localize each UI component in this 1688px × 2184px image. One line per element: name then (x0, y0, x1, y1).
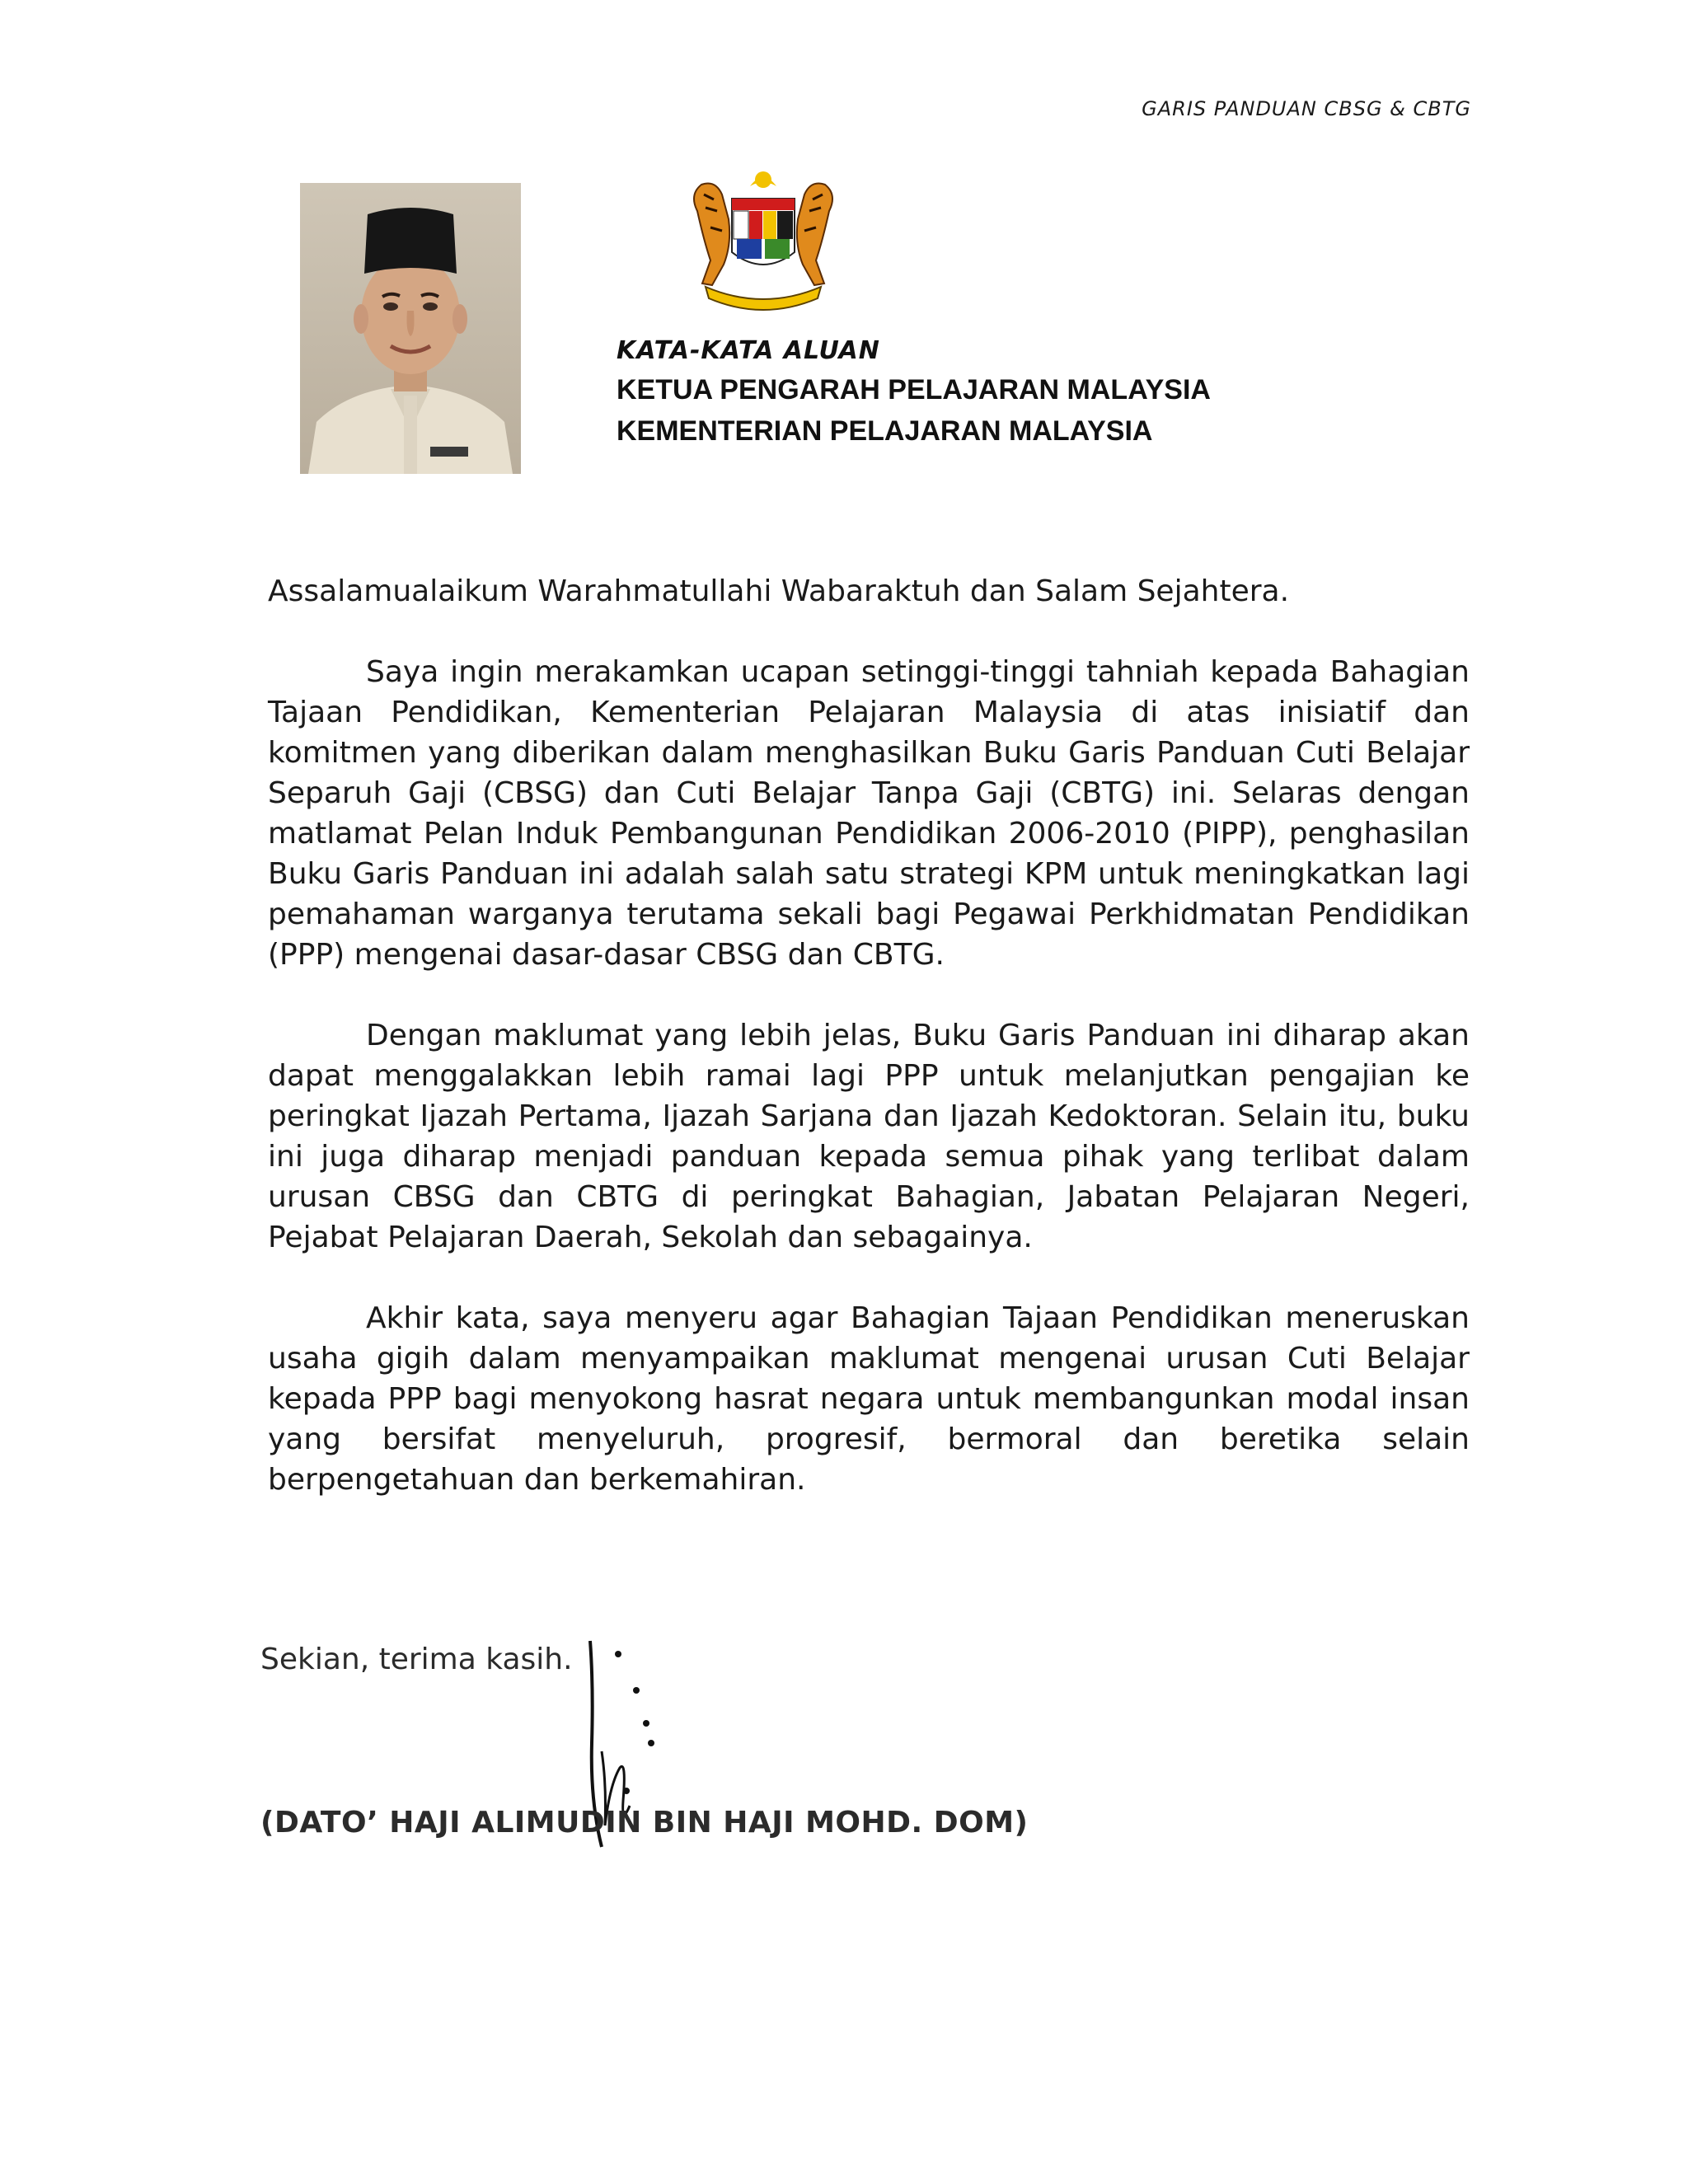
heading-title-line-1: KETUA PENGARAH PELAJARAN MALAYSIA (617, 374, 1211, 405)
letter-body (268, 571, 1470, 1540)
heading-block (617, 333, 1358, 452)
malaysia-coat-of-arms-icon (664, 162, 862, 318)
signatory-name: (DATO’ HAJI ALIMUDIN BIN HAJI MOHD. DOM) (260, 1806, 1029, 1840)
paragraph-2: Dengan maklumat yang lebih jelas, Buku Garis Panduan ini diharap akan dapat menggalakkan lebih ramai lagi PPP untuk melanjutkan pengajian ke peringkat Ijazah Pertama, Ijazah Sarjana dan Ijazah Kedoktoran. Selain itu, buku ini juga diharap menjadi panduan kepada semua pihak yang terlibat dalam urusan CBSG dan CBTG di peringkat Bahagian, Jabatan Pelajaran Negeri, Pejabat Pelajaran Daerah, Sekolah dan sebagainya. (268, 1019, 1470, 1254)
heading-title-line-2: KEMENTERIAN PELAJARAN MALAYSIA (617, 415, 1153, 447)
paragraph-1: Saya ingin merakamkan ucapan setinggi-tinggi tahniah kepada Bahagian Tajaan Pendidikan, Kementerian Pelajaran Malaysia di atas inisiatif dan komitmen yang diberikan dalam menghasilkan Buku Garis Panduan Cuti Belajar Separuh Gaji (CBSG) dan Cuti Belajar Tanpa Gaji (CBTG) ini. Selaras dengan matlamat Pelan Induk Pembangunan Pendidikan 2006-2010 (PIPP), penghasilan Buku Garis Panduan ini adalah salah satu strategi KPM untuk meningkatkan lagi pemahaman warganya terutama sekali bagi Pegawai Perkhidmatan Pendidikan (PPP) mengenai dasar-dasar CBSG dan CBTG. (268, 655, 1470, 972)
running-header: GARIS PANDUAN CBSG & CBTG (1142, 97, 1471, 120)
closing-text: Sekian, terima kasih. (260, 1643, 573, 1676)
portrait-photo (300, 183, 521, 474)
kata-aluan-kicker: KATA-KATA ALUAN (617, 336, 880, 365)
handwritten-signature (569, 1636, 701, 1883)
paragraph-3: Akhir kata, saya menyeru agar Bahagian Tajaan Pendidikan meneruskan usaha gigih dalam menyampaikan maklumat mengenai urusan Cuti Belajar kepada PPP bagi menyokong hasrat negara untuk membangunkan modal insan yang bersifat menyeluruh, progresif, bermoral dan beretika selain berpengetahuan dan berkemahiran. (268, 1301, 1470, 1497)
greeting: Assalamualaikum Warahmatullahi Wabaraktuh dan Salam Sejahtera. (268, 574, 1290, 608)
